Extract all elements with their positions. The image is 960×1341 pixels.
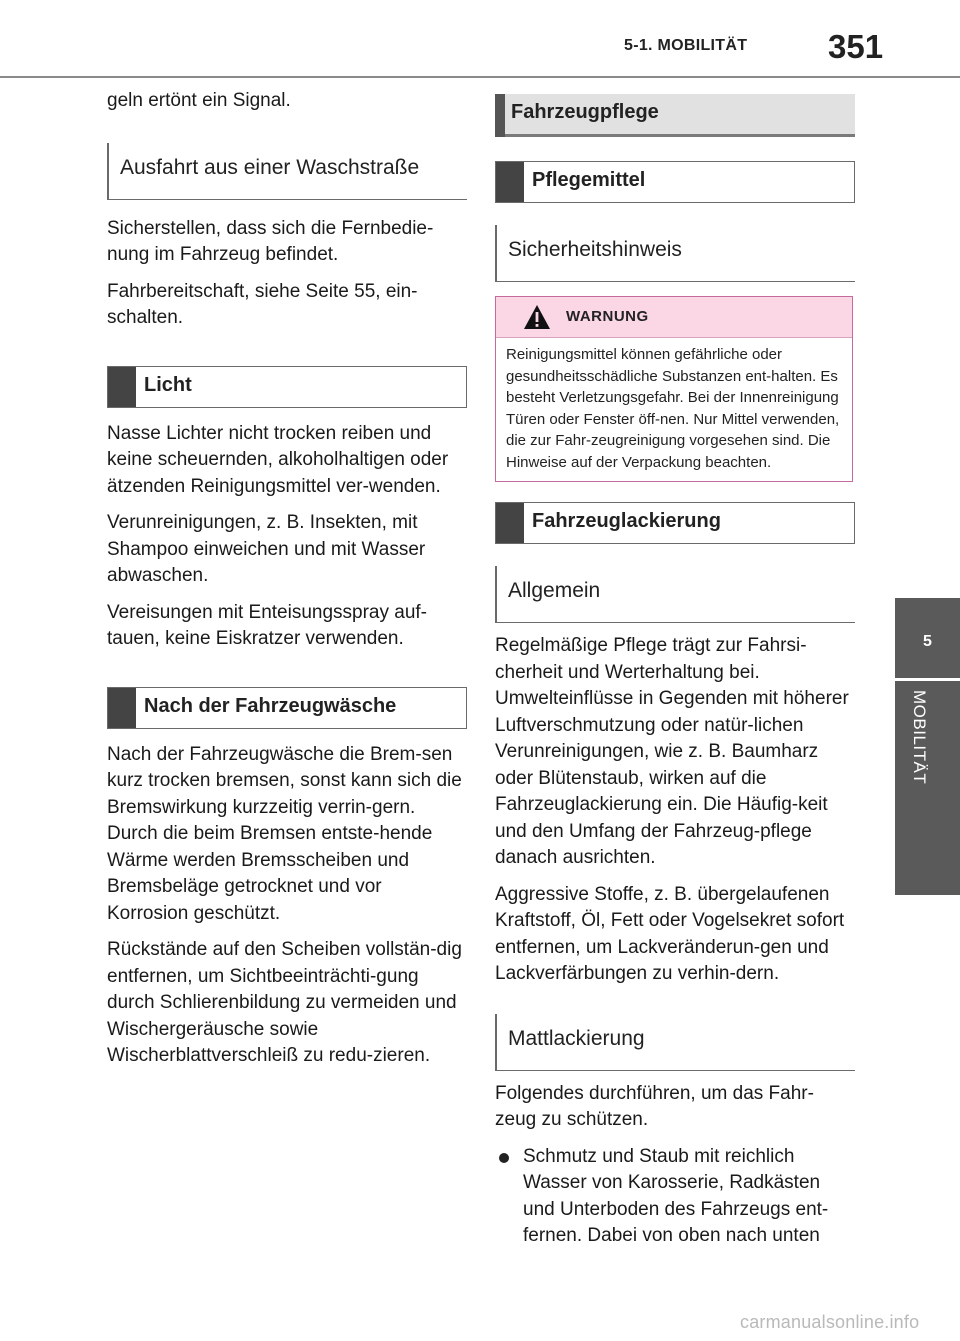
paragraph: Fahrbereitschaft, siehe Seite 55, ein-schalten. (107, 280, 418, 328)
heading-nach-fahrzeugwaesche (107, 687, 467, 729)
heading-fahrzeuglackierung (495, 502, 855, 544)
heading-marker (108, 688, 136, 728)
warning-header (496, 297, 852, 338)
paragraph: Sicherstellen, dass sich die Fernbedie-nung im Fahrzeug befindet. (107, 217, 434, 265)
heading-pflegemittel (495, 161, 855, 203)
heading-mattlackierung-label: Mattlackierung (508, 1026, 645, 1050)
paragraph: Vereisungen mit Enteisungsspray auf-tauen, keine Eiskratzer verwenden. (107, 601, 428, 649)
heading-allgemein-label: Allgemein (508, 579, 601, 602)
section-title: 5-1. MOBILITÄT (624, 37, 748, 54)
heading-marker (496, 503, 524, 543)
heading-mattlackierung (495, 1014, 855, 1071)
page-number: 351 (828, 28, 884, 65)
heading-ausfahrt (107, 143, 467, 200)
bullet-list (495, 1144, 855, 1250)
warning-text: Reinigungsmittel können gefährliche oder gesundheitsschädliche Substanzen ent-halten. Es besteht Verletzungsgefahr. Bei der Innenreinigung Türen oder Fenster öff-nen. Nur Mittel verwenden, die zur Fahr-zeugreinigung vorgesehen sind. Die Hinweise auf der Verpackung beachten. (506, 346, 840, 471)
heading-fahrzeuglackierung-label: Fahrzeuglackierung (532, 510, 721, 532)
warning-triangle-icon (522, 303, 552, 331)
heading-pflegemittel-label: Pflegemittel (532, 169, 646, 191)
page-header (0, 0, 960, 80)
heading-marker (496, 162, 524, 202)
paragraph: Aggressive Stoffe, z. B. übergelaufenen Kraftstoff, Öl, Fett oder Vogelsekret sofort entfernen, um Lackveränderun-gen und Lackverfärbungen zu verhin-dern. (495, 883, 845, 984)
chapter-label: MOBILITÄT (910, 690, 929, 785)
paragraph: Nasse Lichter nicht trocken reiben und keine scheuernden, alkoholhaltigen oder ätzenden Reinigungsmittel ver-wenden. (107, 422, 449, 497)
paragraph: Folgendes durchführen, um das Fahr-zeug zu schützen. (495, 1082, 814, 1130)
heading-licht (107, 366, 467, 408)
warning-title: WARNUNG (566, 308, 649, 325)
list-item (495, 1144, 855, 1250)
chapter-number: 5 (923, 633, 932, 650)
heading-ausfahrt-label: Ausfahrt aus einer Waschstraße (120, 155, 420, 179)
warning-box (495, 296, 853, 482)
intro-text: geln ertönt ein Signal. (107, 90, 291, 111)
heading-fahrzeugpflege (495, 94, 855, 137)
paragraph: Regelmäßige Pflege trägt zur Fahrsi-cherheit und Werterhaltung bei. Umwelteinflüsse in Gegenden mit höherer Luftverschmutzung oder natür-lichen Verunreinigungen, wie z. B. Baumharz oder Blütenstaub, wirken auf die Fahrzeuglackierung ein. Die Häufig-keit und den Umfang der Fahrzeug-pflege danach ausrichten. (495, 635, 849, 868)
paragraph: Verunreinigungen, z. B. Insekten, mit Shampoo einweichen und mit Wasser abwaschen. (107, 512, 426, 586)
heading-sicherheitshinweis-label: Sicherheitshinweis (508, 238, 682, 261)
header-divider (0, 76, 960, 78)
heading-allgemein (495, 566, 855, 623)
heading-marker (495, 94, 505, 137)
right-column (495, 80, 855, 1250)
paragraph: Nach der Fahrzeugwäsche die Brem-sen kurz trocken bremsen, sonst kann sich die Bremswirkung kurzzeitig verrin-gern. Durch die beim Bremsen entste-hende Wärme werden Bremsscheiben und Bremsbeläge getrocknet und vor Korrosion geschützt. (107, 743, 462, 924)
side-tab-divider (895, 678, 960, 681)
left-column (107, 80, 467, 1070)
watermark-text: carmanualsonline.info (740, 1312, 920, 1332)
heading-nach-fahrzeugwaesche-label: Nach der Fahrzeugwäsche (144, 694, 397, 717)
paragraph: Rückstände auf den Scheiben vollstän-dig entfernen, um Sichtbeeinträchti-gung durch Schlierenbildung zu vermeiden und Wischergeräusche sowie Wischerblattverschleiß zu redu-zieren. (107, 939, 462, 1066)
heading-marker (108, 367, 136, 407)
heading-fahrzeugpflege-label: Fahrzeugpflege (511, 101, 659, 123)
list-item-text: Schmutz und Staub mit reichlich Wasser von Karosserie, Radkästen und Unterboden des Fahrzeugs ent-fernen. Dabei von oben nach unten (523, 1145, 829, 1246)
heading-sicherheitshinweis (495, 225, 855, 282)
heading-licht-label: Licht (144, 373, 192, 396)
chapter-side-tab[interactable] (895, 598, 960, 895)
bullet-icon (499, 1153, 509, 1163)
